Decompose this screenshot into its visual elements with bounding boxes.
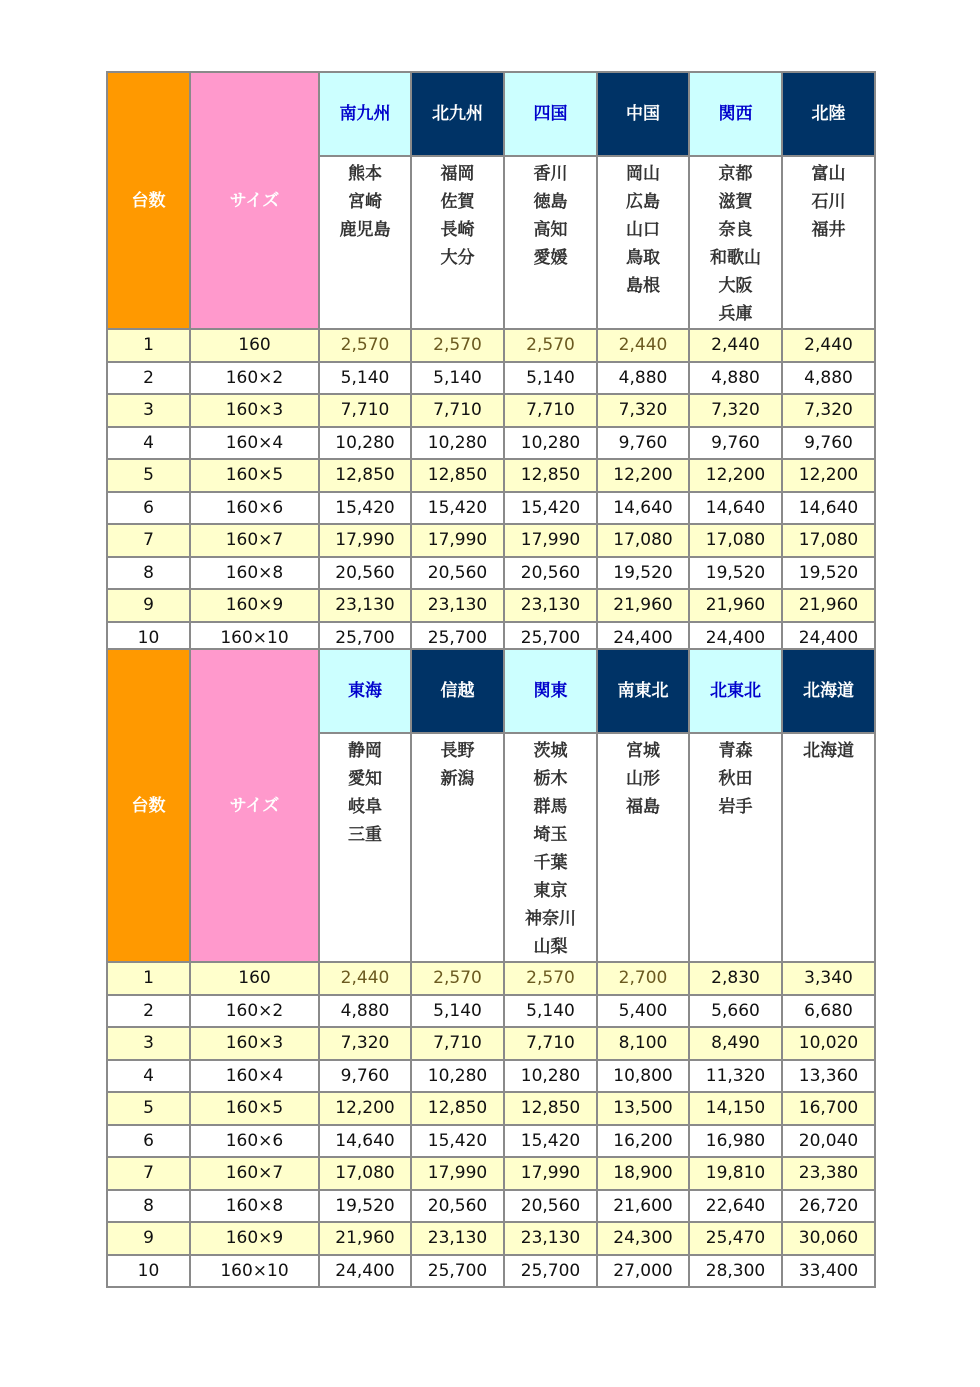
price-cell: 28,300 xyxy=(689,1255,782,1288)
price-cell: 20,560 xyxy=(504,557,597,590)
price-cell: 2,440 xyxy=(782,329,875,362)
price-cell: 2,570 xyxy=(411,962,504,995)
price-cell: 13,500 xyxy=(597,1092,689,1125)
price-cell: 24,400 xyxy=(597,622,689,655)
price-cell: 7,320 xyxy=(597,394,689,427)
price-cell: 15,420 xyxy=(411,492,504,525)
prefecture-list xyxy=(597,156,689,329)
price-cell: 19,520 xyxy=(597,557,689,590)
price-cell: 24,400 xyxy=(319,1255,411,1288)
prefecture-name: 山口 xyxy=(626,220,660,240)
size-header: サイズ xyxy=(190,72,319,329)
count-cell: 7 xyxy=(107,1157,190,1190)
price-cell: 12,850 xyxy=(504,1092,597,1125)
region-header-row xyxy=(107,649,875,733)
region-header-row xyxy=(107,72,875,156)
table-row xyxy=(107,394,875,427)
price-cell: 2,440 xyxy=(597,329,689,362)
size-cell: 160×4 xyxy=(190,427,319,460)
size-cell: 160×5 xyxy=(190,1092,319,1125)
price-cell: 25,700 xyxy=(411,1255,504,1288)
size-cell: 160×2 xyxy=(190,995,319,1028)
size-header: サイズ xyxy=(190,649,319,962)
price-cell: 7,710 xyxy=(504,394,597,427)
price-cell: 21,600 xyxy=(597,1190,689,1223)
price-cell: 25,470 xyxy=(689,1222,782,1255)
price-cell: 23,130 xyxy=(504,589,597,622)
prefecture-name: 北海道 xyxy=(803,741,854,761)
prefecture-name: 和歌山 xyxy=(710,248,761,268)
price-cell: 12,850 xyxy=(319,459,411,492)
price-cell: 14,150 xyxy=(689,1092,782,1125)
prefecture-name: 徳島 xyxy=(533,192,568,212)
table-row xyxy=(107,557,875,590)
price-cell: 12,200 xyxy=(597,459,689,492)
size-cell: 160×8 xyxy=(190,1190,319,1223)
price-cell: 3,340 xyxy=(782,962,875,995)
price-cell: 15,420 xyxy=(411,1125,504,1158)
price-cell: 12,850 xyxy=(411,1092,504,1125)
prefecture-name: 岩手 xyxy=(718,797,753,817)
price-cell: 16,700 xyxy=(782,1092,875,1125)
size-cell: 160×2 xyxy=(190,362,319,395)
prefecture-name: 東京 xyxy=(533,881,568,901)
prefecture-name: 広島 xyxy=(626,192,660,212)
prefecture-name: 長野 xyxy=(440,741,475,761)
table-row xyxy=(107,362,875,395)
price-cell: 2,440 xyxy=(319,962,411,995)
price-cell: 9,760 xyxy=(319,1060,411,1093)
size-cell: 160×6 xyxy=(190,492,319,525)
prefecture-list xyxy=(411,156,504,329)
table-row xyxy=(107,524,875,557)
prefecture-name: 愛知 xyxy=(348,769,382,789)
prefecture-name: 群馬 xyxy=(533,797,568,817)
region-name-header: 東海 xyxy=(319,649,411,733)
price-cell: 10,280 xyxy=(411,1060,504,1093)
price-cell: 8,100 xyxy=(597,1027,689,1060)
price-cell: 21,960 xyxy=(597,589,689,622)
price-cell: 5,140 xyxy=(411,362,504,395)
prefecture-name: 島根 xyxy=(626,276,660,296)
price-cell: 17,080 xyxy=(597,524,689,557)
prefecture-name: 高知 xyxy=(533,220,568,240)
price-cell: 7,710 xyxy=(411,394,504,427)
price-cell: 12,200 xyxy=(319,1092,411,1125)
count-cell: 3 xyxy=(107,1027,190,1060)
prefecture-name: 岐阜 xyxy=(348,797,382,817)
table-row xyxy=(107,1060,875,1093)
price-cell: 33,400 xyxy=(782,1255,875,1288)
price-cell: 2,570 xyxy=(504,329,597,362)
count-cell: 10 xyxy=(107,622,190,655)
prefecture-list xyxy=(689,733,782,962)
count-cell: 7 xyxy=(107,524,190,557)
price-cell: 22,640 xyxy=(689,1190,782,1223)
prefecture-name: 福島 xyxy=(626,797,660,817)
region-name-header: 信越 xyxy=(411,649,504,733)
count-cell: 8 xyxy=(107,1190,190,1223)
prefecture-name: 栃木 xyxy=(533,769,568,789)
price-cell: 13,360 xyxy=(782,1060,875,1093)
prefecture-name: 大分 xyxy=(440,248,475,268)
price-cell: 25,700 xyxy=(319,622,411,655)
count-cell: 6 xyxy=(107,492,190,525)
prefecture-list xyxy=(597,733,689,962)
prefecture-name: 香川 xyxy=(533,164,568,184)
price-cell: 24,400 xyxy=(782,622,875,655)
price-cell: 19,520 xyxy=(319,1190,411,1223)
price-cell: 7,710 xyxy=(411,1027,504,1060)
price-cell: 21,960 xyxy=(689,589,782,622)
prefecture-name: 千葉 xyxy=(533,853,568,873)
price-cell: 20,560 xyxy=(504,1190,597,1223)
region-name-header: 中国 xyxy=(597,72,689,156)
price-cell: 5,140 xyxy=(411,995,504,1028)
table-row xyxy=(107,589,875,622)
price-cell: 21,960 xyxy=(782,589,875,622)
prefecture-list xyxy=(319,156,411,329)
prefecture-name: 宮崎 xyxy=(348,192,382,212)
prefecture-name: 鳥取 xyxy=(626,248,660,268)
table-row xyxy=(107,1222,875,1255)
prefecture-name: 京都 xyxy=(718,164,753,184)
region-name-header: 四国 xyxy=(504,72,597,156)
count-cell: 1 xyxy=(107,962,190,995)
price-cell: 10,020 xyxy=(782,1027,875,1060)
price-cell: 17,990 xyxy=(504,524,597,557)
count-cell: 5 xyxy=(107,1092,190,1125)
prefecture-list xyxy=(782,733,875,962)
prefecture-name: 大阪 xyxy=(718,276,753,296)
prefecture-name: 鹿児島 xyxy=(339,220,391,240)
table-row xyxy=(107,427,875,460)
price-cell: 23,130 xyxy=(504,1222,597,1255)
prefecture-name: 山梨 xyxy=(533,937,568,957)
price-cell: 30,060 xyxy=(782,1222,875,1255)
size-cell: 160 xyxy=(190,329,319,362)
price-cell: 10,280 xyxy=(504,1060,597,1093)
size-cell: 160×10 xyxy=(190,622,319,655)
table-row xyxy=(107,995,875,1028)
region-name-header: 南東北 xyxy=(597,649,689,733)
size-cell: 160×9 xyxy=(190,589,319,622)
prefecture-list xyxy=(319,733,411,962)
size-cell: 160×4 xyxy=(190,1060,319,1093)
price-cell: 27,000 xyxy=(597,1255,689,1288)
price-cell: 19,520 xyxy=(689,557,782,590)
size-cell: 160×3 xyxy=(190,1027,319,1060)
price-cell: 21,960 xyxy=(319,1222,411,1255)
count-cell: 2 xyxy=(107,995,190,1028)
price-cell: 16,200 xyxy=(597,1125,689,1158)
prefecture-list xyxy=(504,733,597,962)
price-cell: 24,300 xyxy=(597,1222,689,1255)
price-cell: 7,710 xyxy=(319,394,411,427)
price-cell: 17,080 xyxy=(782,524,875,557)
price-cell: 23,130 xyxy=(411,1222,504,1255)
prefecture-name: 静岡 xyxy=(348,741,382,761)
price-cell: 2,440 xyxy=(689,329,782,362)
count-cell: 2 xyxy=(107,362,190,395)
price-cell: 17,080 xyxy=(689,524,782,557)
prefecture-name: 奈良 xyxy=(718,220,753,240)
prefecture-list xyxy=(689,156,782,329)
prefecture-name: 佐賀 xyxy=(440,192,475,212)
price-cell: 19,810 xyxy=(689,1157,782,1190)
price-cell: 24,400 xyxy=(689,622,782,655)
price-cell: 20,560 xyxy=(411,1190,504,1223)
size-cell: 160×7 xyxy=(190,1157,319,1190)
size-cell: 160×5 xyxy=(190,459,319,492)
price-cell: 11,320 xyxy=(689,1060,782,1093)
region-name-header: 北陸 xyxy=(782,72,875,156)
price-cell: 5,140 xyxy=(504,362,597,395)
price-cell: 4,880 xyxy=(782,362,875,395)
price-cell: 14,640 xyxy=(597,492,689,525)
prefecture-name: 宮城 xyxy=(626,741,660,761)
price-cell: 14,640 xyxy=(782,492,875,525)
prefecture-name: 埼玉 xyxy=(533,825,568,845)
price-cell: 17,990 xyxy=(411,524,504,557)
price-cell: 8,490 xyxy=(689,1027,782,1060)
price-cell: 17,080 xyxy=(319,1157,411,1190)
prefecture-name: 新潟 xyxy=(440,769,475,789)
prefecture-name: 長崎 xyxy=(440,220,475,240)
price-cell: 15,420 xyxy=(504,492,597,525)
prefecture-name: 滋賀 xyxy=(718,192,753,212)
price-cell: 9,760 xyxy=(597,427,689,460)
shipping-rate-table-2 xyxy=(106,648,876,1288)
count-cell: 10 xyxy=(107,1255,190,1288)
size-cell: 160×3 xyxy=(190,394,319,427)
region-name-header: 北九州 xyxy=(411,72,504,156)
price-cell: 14,640 xyxy=(689,492,782,525)
region-name-header: 北海道 xyxy=(782,649,875,733)
size-cell: 160 xyxy=(190,962,319,995)
price-cell: 2,570 xyxy=(411,329,504,362)
region-name-header: 南九州 xyxy=(319,72,411,156)
prefecture-name: 山形 xyxy=(626,769,660,789)
price-cell: 18,900 xyxy=(597,1157,689,1190)
price-cell: 2,830 xyxy=(689,962,782,995)
count-cell: 6 xyxy=(107,1125,190,1158)
table-row xyxy=(107,329,875,362)
prefecture-name: 青森 xyxy=(718,741,753,761)
prefecture-name: 神奈川 xyxy=(525,909,576,929)
table-row xyxy=(107,1255,875,1288)
price-cell: 4,880 xyxy=(689,362,782,395)
price-cell: 7,710 xyxy=(504,1027,597,1060)
table-row xyxy=(107,1027,875,1060)
table-row xyxy=(107,459,875,492)
price-cell: 25,700 xyxy=(504,1255,597,1288)
prefecture-name: 愛媛 xyxy=(533,248,568,268)
count-cell: 9 xyxy=(107,589,190,622)
size-cell: 160×6 xyxy=(190,1125,319,1158)
count-cell: 8 xyxy=(107,557,190,590)
table-row xyxy=(107,1157,875,1190)
price-cell: 6,680 xyxy=(782,995,875,1028)
table-row xyxy=(107,1125,875,1158)
price-cell: 10,800 xyxy=(597,1060,689,1093)
prefecture-name: 熊本 xyxy=(348,164,382,184)
table-row xyxy=(107,962,875,995)
price-cell: 2,570 xyxy=(504,962,597,995)
prefecture-list xyxy=(504,156,597,329)
price-cell: 7,320 xyxy=(782,394,875,427)
price-cell: 12,850 xyxy=(411,459,504,492)
table-row xyxy=(107,492,875,525)
prefecture-name: 福井 xyxy=(811,220,846,240)
price-cell: 26,720 xyxy=(782,1190,875,1223)
price-cell: 20,040 xyxy=(782,1125,875,1158)
price-cell: 10,280 xyxy=(411,427,504,460)
price-cell: 4,880 xyxy=(597,362,689,395)
price-cell: 7,320 xyxy=(319,1027,411,1060)
size-cell: 160×8 xyxy=(190,557,319,590)
price-cell: 19,520 xyxy=(782,557,875,590)
price-cell: 23,130 xyxy=(319,589,411,622)
price-cell: 9,760 xyxy=(689,427,782,460)
price-cell: 7,320 xyxy=(689,394,782,427)
price-cell: 4,880 xyxy=(319,995,411,1028)
count-cell: 9 xyxy=(107,1222,190,1255)
count-header: 台数 xyxy=(107,649,190,962)
region-name-header: 関東 xyxy=(504,649,597,733)
count-header: 台数 xyxy=(107,72,190,329)
count-cell: 5 xyxy=(107,459,190,492)
prefecture-name: 茨城 xyxy=(533,741,568,761)
price-cell: 14,640 xyxy=(319,1125,411,1158)
prefecture-name: 兵庫 xyxy=(718,304,753,324)
prefecture-name: 岡山 xyxy=(626,164,660,184)
price-cell: 12,200 xyxy=(689,459,782,492)
price-cell: 5,400 xyxy=(597,995,689,1028)
price-cell: 25,700 xyxy=(504,622,597,655)
price-cell: 25,700 xyxy=(411,622,504,655)
count-cell: 4 xyxy=(107,427,190,460)
price-cell: 17,990 xyxy=(319,524,411,557)
prefecture-name: 三重 xyxy=(348,825,382,845)
price-cell: 17,990 xyxy=(504,1157,597,1190)
price-cell: 15,420 xyxy=(319,492,411,525)
prefecture-list xyxy=(411,733,504,962)
price-cell: 2,570 xyxy=(319,329,411,362)
prefecture-name: 福岡 xyxy=(440,164,475,184)
count-cell: 4 xyxy=(107,1060,190,1093)
size-cell: 160×9 xyxy=(190,1222,319,1255)
price-cell: 10,280 xyxy=(319,427,411,460)
price-cell: 16,980 xyxy=(689,1125,782,1158)
table-row xyxy=(107,1190,875,1223)
price-cell: 2,700 xyxy=(597,962,689,995)
table-row xyxy=(107,1092,875,1125)
region-name-header: 北東北 xyxy=(689,649,782,733)
prefecture-name: 石川 xyxy=(811,192,846,212)
price-cell: 5,140 xyxy=(319,362,411,395)
prefecture-list xyxy=(782,156,875,329)
price-cell: 5,660 xyxy=(689,995,782,1028)
count-cell: 3 xyxy=(107,394,190,427)
price-cell: 10,280 xyxy=(504,427,597,460)
count-cell: 1 xyxy=(107,329,190,362)
prefecture-name: 秋田 xyxy=(718,769,753,789)
price-cell: 17,990 xyxy=(411,1157,504,1190)
price-cell: 23,380 xyxy=(782,1157,875,1190)
price-cell: 15,420 xyxy=(504,1125,597,1158)
price-cell: 5,140 xyxy=(504,995,597,1028)
price-cell: 12,850 xyxy=(504,459,597,492)
size-cell: 160×10 xyxy=(190,1255,319,1288)
region-name-header: 関西 xyxy=(689,72,782,156)
prefecture-name: 富山 xyxy=(811,164,846,184)
price-cell: 23,130 xyxy=(411,589,504,622)
size-cell: 160×7 xyxy=(190,524,319,557)
shipping-rate-table-1 xyxy=(106,71,876,655)
price-cell: 20,560 xyxy=(411,557,504,590)
price-cell: 9,760 xyxy=(782,427,875,460)
price-cell: 12,200 xyxy=(782,459,875,492)
price-cell: 20,560 xyxy=(319,557,411,590)
